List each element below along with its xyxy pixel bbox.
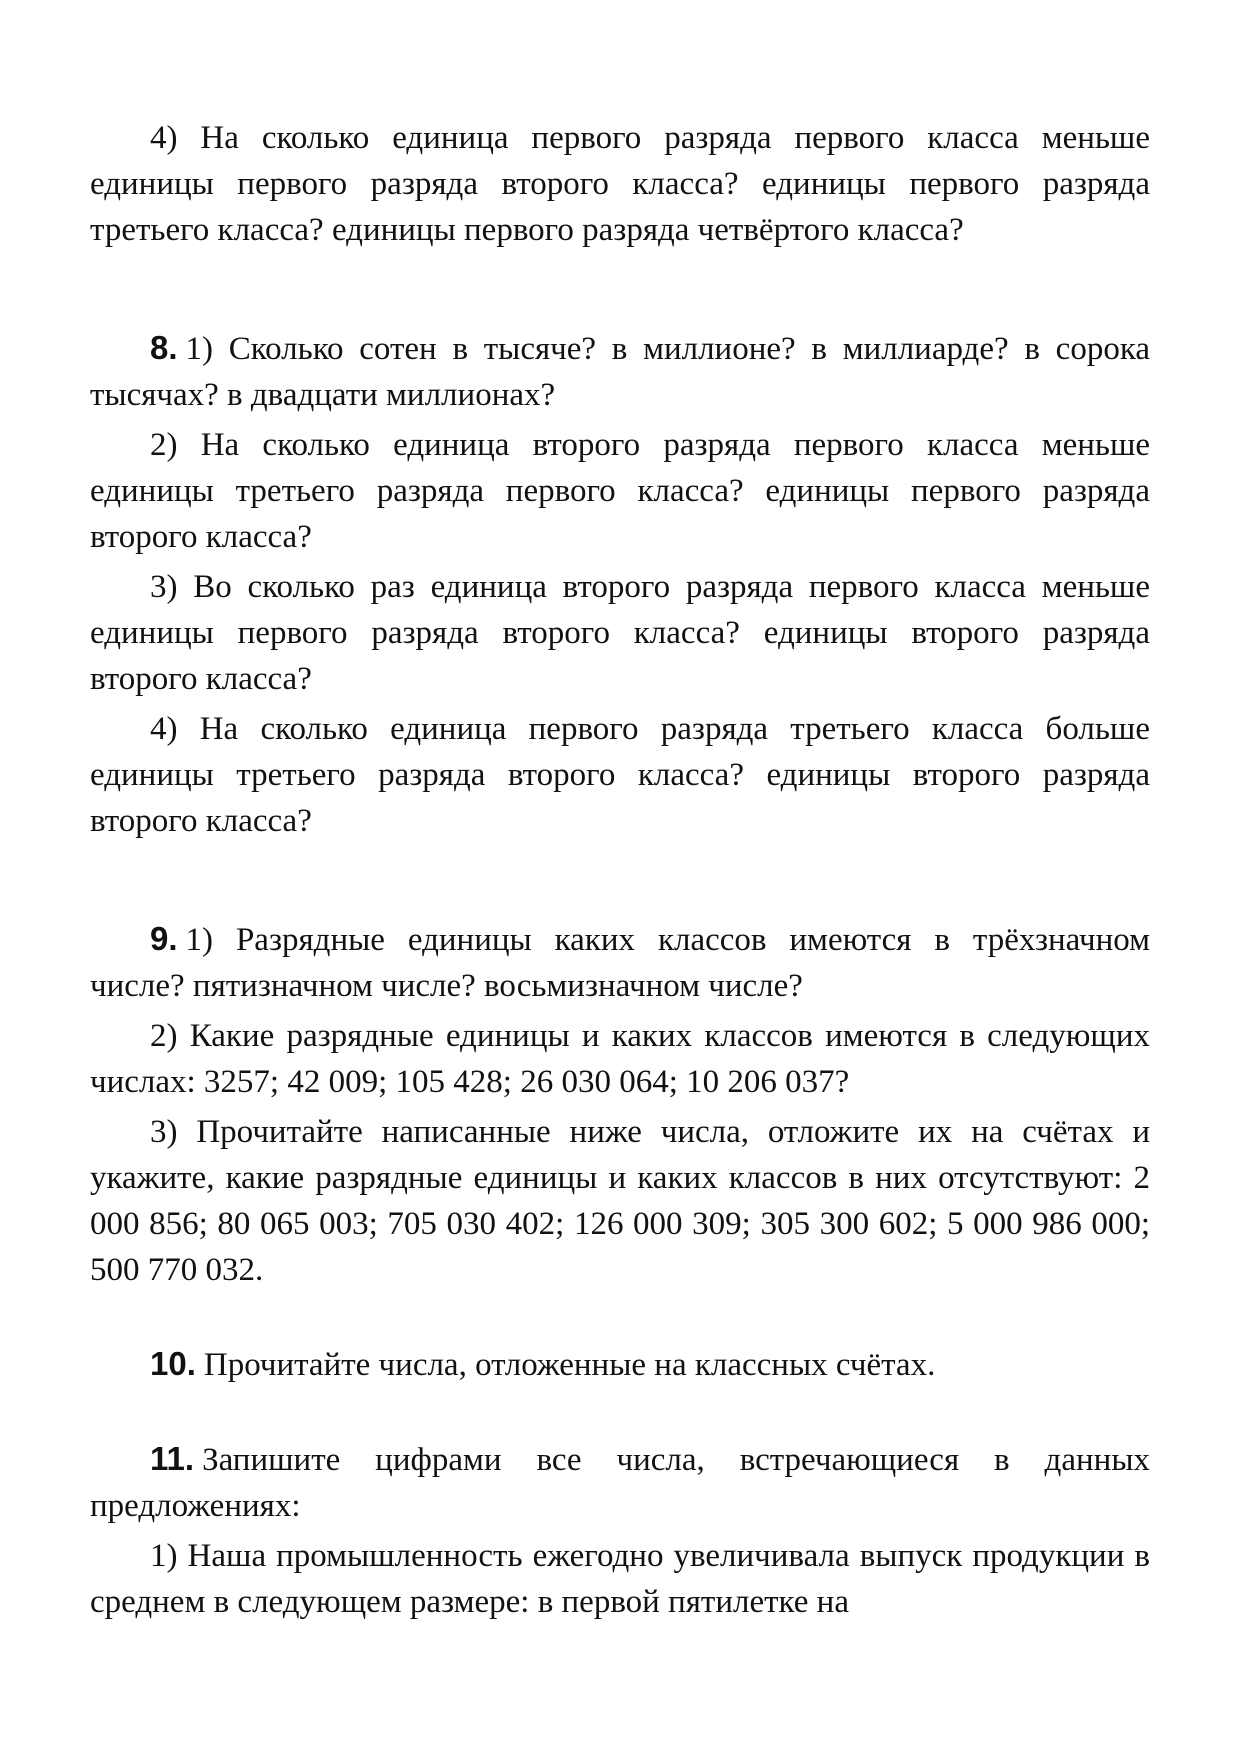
paragraph-text: 2) Какие разрядные единицы и каких классов имеются в следующих числах: 3257; 42 009; 105 428; 26 030 064; 10 206 037? bbox=[90, 1018, 1150, 1100]
exercise-7-item-4 bbox=[90, 115, 1150, 253]
exercise-number: 11. bbox=[150, 1440, 195, 1477]
paragraph-text: Запишите цифрами все числа, встречающиеся в данных предложениях: bbox=[90, 1442, 1150, 1524]
paragraph-text: 4) На сколько единица первого разряда третьего класса больше единицы третьего разряда второго класса? единицы второго разряда второго класса? bbox=[90, 711, 1150, 839]
exercise-11-item-1 bbox=[90, 1533, 1150, 1625]
exercise-9-item-3 bbox=[90, 1109, 1150, 1293]
paragraph-text: 1) Сколько сотен в тысяче? в миллионе? в миллиарде? в сорока тысячах? в двадцати миллионах? bbox=[90, 331, 1150, 413]
paragraph-text: 2) На сколько единица второго разряда первого класса меньше единицы третьего разряда первого класса? единицы первого разряда второго класса? bbox=[90, 427, 1150, 555]
paragraph-text: Прочитайте числа, отложенные на классных счётах. bbox=[203, 1347, 936, 1383]
paragraph-text: 1) Наша промышленность ежегодно увеличивала выпуск продукции в среднем в следующем размере: в первой пятилетке на bbox=[90, 1538, 1150, 1620]
exercise-8-item-2 bbox=[90, 422, 1150, 560]
exercise-number: 9. bbox=[150, 920, 178, 957]
paragraph-text: 3) Во сколько раз единица второго разряда первого класса меньше единицы первого разряда второго класса? единицы второго разряда второго класса? bbox=[90, 569, 1150, 697]
exercise-9-item-2 bbox=[90, 1013, 1150, 1105]
paragraph-text: 1) Разрядные единицы каких классов имеются в трёхзначном числе? пятизначном числе? восьмизначном числе? bbox=[90, 922, 1150, 1004]
document-page bbox=[90, 115, 1150, 1625]
exercise-9-item-1 bbox=[90, 916, 1150, 1009]
exercise-10 bbox=[90, 1341, 1150, 1388]
paragraph-text: 4) На сколько единица первого разряда первого класса меньше единицы первого разряда второго класса? единицы первого разряда третьего класса? единицы первого разряда четвёртого класса? bbox=[90, 120, 1150, 248]
exercise-11-intro bbox=[90, 1436, 1150, 1529]
exercise-8-item-4 bbox=[90, 706, 1150, 844]
paragraph-text: 3) Прочитайте написанные ниже числа, отложите их на счётах и укажите, какие разрядные единицы и каких классов в них отсутствуют: 2 000 856; 80 065 003; 705 030 402; 126 000 309; 305 300 602; 5 000 986 000; 500 770 032. bbox=[90, 1114, 1150, 1288]
exercise-number: 10. bbox=[150, 1345, 196, 1382]
exercise-8-item-3 bbox=[90, 564, 1150, 702]
exercise-8-item-1 bbox=[90, 325, 1150, 418]
exercise-number: 8. bbox=[150, 329, 178, 366]
